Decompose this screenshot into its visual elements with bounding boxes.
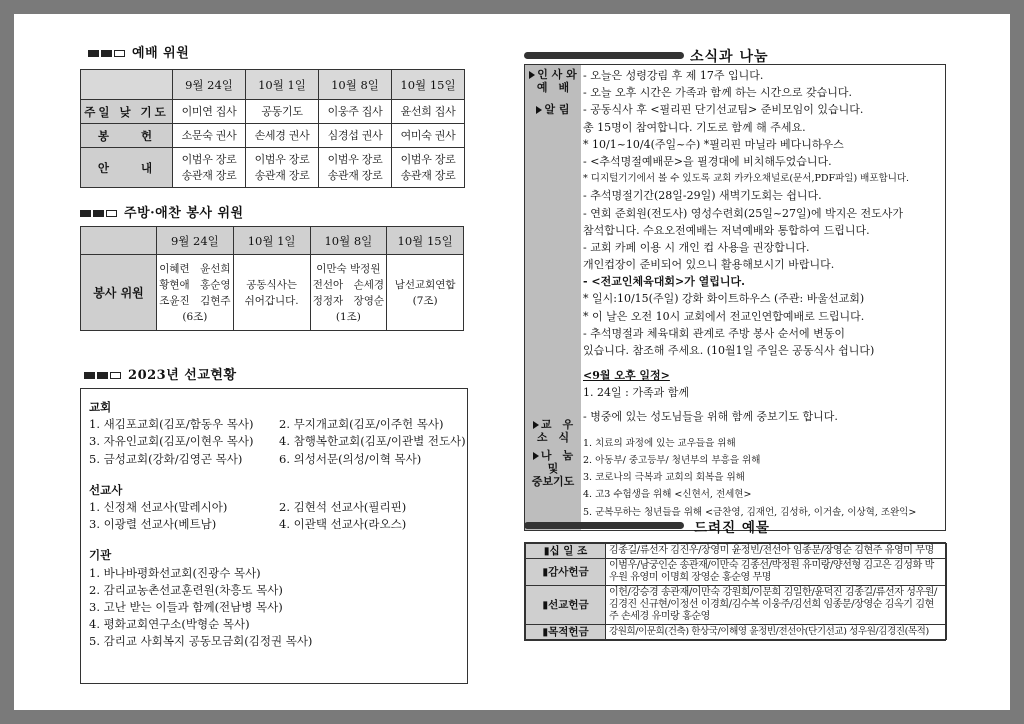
worship-cell: 이범우 장로 송관재 장로 — [392, 148, 465, 188]
offering-names: 이헌/강승경 송관재/이만숙 강원희/이문희 김일한/윤덕진 김종길/류선자 성우원/김경진 신규현/이정선 이경희/김수복 이웅주/김선희 임종문/장영순 김옥기 김현주 손세경 유미랑 홍순영 — [606, 586, 947, 625]
news-line: - <전교인체육대회>가 열립니다. — [583, 275, 745, 289]
square-bullet-icon — [80, 210, 91, 217]
triangle-bullet-icon — [536, 106, 542, 114]
offering-table — [525, 543, 947, 640]
missionary-item: 3. 이광렬 선교사(베트남) — [89, 517, 217, 532]
category-visit: 교 우 소 식 — [525, 418, 581, 444]
news-line: 총 15명이 참여합니다. 기도로 함께 해 주세요. — [583, 120, 806, 134]
square-bullet-icon — [84, 372, 95, 379]
offering-label: ▮목적헌금 — [526, 625, 606, 640]
news-line: - 병중에 있는 성도님들을 위해 함께 중보기도 합니다. — [583, 409, 838, 423]
worship-date-header: 10월 1일 — [246, 70, 319, 100]
worship-cell: 소문숙 권사 — [173, 124, 246, 148]
mission-box — [80, 388, 468, 684]
news-box — [524, 64, 946, 531]
news-line: 개인컵장이 준비되어 있으니 활용해보시기 바랍니다. — [583, 258, 835, 272]
missionary-item: 1. 신정채 선교사(말레시아) — [89, 500, 228, 515]
church-item: 3. 자유인교회(김포/이현우 목사) — [89, 434, 254, 449]
org-item: 5. 감리교 사회복지 공동모금회(김정권 목사) — [89, 634, 313, 649]
worship-cell: 공동기도 — [246, 100, 319, 124]
org-item: 4. 평화교회연구소(박형순 목사) — [89, 617, 250, 632]
worship-cell: 이범우 장로 송관재 장로 — [246, 148, 319, 188]
worship-date-header: 9월 24일 — [173, 70, 246, 100]
offering-names: 강원희/이문희(건축) 한상국/이해영 윤정빈/전선아(단기선교) 성우원/김경진(목적) — [606, 625, 947, 640]
worship-cell: 이범우 장로 송관재 장로 — [319, 148, 392, 188]
category-prayer: 나 눔 및 중보기도 — [531, 449, 575, 488]
diagonal-corner-cell — [81, 227, 157, 255]
worship-cell: 손세경 권사 — [246, 124, 319, 148]
news-line: 2. 아동부/ 중고등부/ 청년부의 부흥을 위해 — [583, 454, 761, 466]
news-line: 3. 코로나의 극복과 교회의 회복을 위해 — [583, 472, 745, 484]
worship-cell: 윤선희 집사 — [392, 100, 465, 124]
orgs-heading: 기관 — [89, 548, 112, 563]
square-outline-icon — [114, 50, 125, 57]
kitchen-cell: 공동식사는 쉬어갑니다. — [233, 255, 310, 331]
triangle-bullet-icon — [533, 421, 539, 429]
square-bullet-icon — [97, 372, 108, 379]
worship-cell: 이웅주 집사 — [319, 100, 392, 124]
missionaries-heading: 선교사 — [89, 482, 123, 497]
worship-cell: 여미숙 권사 — [392, 124, 465, 148]
org-item: 2. 감리교농촌선교훈련원(차흥도 목사) — [89, 582, 283, 597]
kitchen-cell: 이만숙 박정원 전선아 손세경 정정자 장영순 (1조) — [310, 255, 387, 331]
title-bar-decoration — [524, 522, 684, 529]
offering-names: 김종길/류선자 김진우/장영미 윤정빈/전선아 임종문/장영순 김현주 유영미 무명 — [606, 544, 947, 559]
news-line: * 일시:10/15(주일) 강화 화이트하우스 (주관: 바울선교회) — [583, 292, 865, 306]
worship-date-header: 10월 8일 — [319, 70, 392, 100]
news-line: * 디지털기기에서 볼 수 있도록 교회 카카오채널로(문서,PDF파일) 배포합니다. — [583, 173, 910, 185]
news-line: 있습니다. 참조해 주세요. (10월1일 주일은 공동식사 쉽니다) — [583, 344, 875, 357]
church-item: 5. 금성교회(강화/김영곤 목사) — [89, 451, 243, 466]
worship-table — [80, 69, 465, 188]
offering-label: ▮선교헌금 — [526, 586, 606, 625]
row-label-service: 봉사 위원 — [81, 255, 157, 331]
row-label-prayer: 주일 낮 기도 — [81, 100, 173, 124]
offering-label: ▮감사헌금 — [526, 559, 606, 586]
category-notice: 알 림 — [525, 103, 581, 116]
news-line: <9월 오후 일정> — [583, 369, 670, 383]
news-line: * 10/1~10/4(주일~수) *필리핀 마닐라 베다니하우스 — [583, 137, 844, 151]
row-label-offering: 봉 헌 — [81, 124, 173, 148]
offering-label: ▮십 일 조 — [526, 544, 606, 559]
row-label-usher: 안 내 — [81, 148, 173, 188]
mission-title: 2023년 선교현황 — [128, 368, 237, 383]
org-item: 3. 고난 받는 이들과 함께(전남병 목사) — [89, 600, 283, 615]
bulletin-page — [14, 14, 1010, 710]
news-line: - 연회 준회원(전도사) 영성수련회(25일~27일)에 박지은 전도사가 — [583, 206, 903, 220]
kitchen-title: 주방·애찬 봉사 위원 — [124, 206, 244, 221]
news-line: 참석합니다. 수요오전예배는 저녁예배와 통합하여 드립니다. — [583, 223, 870, 237]
church-item: 1. 새김포교회(김포/함동우 목사) — [89, 417, 254, 432]
kitchen-table — [80, 226, 464, 331]
square-outline-icon — [106, 210, 117, 217]
news-line: 4. 고3 수험생을 위해 <신현서, 전세현> — [583, 489, 752, 501]
title-bar-decoration — [524, 52, 684, 59]
worship-cell: 이범우 장로 송관재 장로 — [173, 148, 246, 188]
square-bullet-icon — [93, 210, 104, 217]
church-item: 6. 의성서문(의성/이혁 목사) — [279, 451, 422, 466]
news-title: 소식과 나눔 — [690, 49, 769, 65]
worship-cell: 이미연 집사 — [173, 100, 246, 124]
worship-cell: 심경섭 권사 — [319, 124, 392, 148]
kitchen-cell: 이혜련 윤선희 황현애 홍순영 조윤진 김현주 (6조) — [157, 255, 234, 331]
triangle-bullet-icon — [533, 452, 539, 460]
kitchen-heading — [80, 202, 244, 221]
news-line: - 공동식사 후 <필리핀 단기선교팀> 준비모임이 있습니다. — [583, 103, 864, 117]
churches-heading: 교회 — [89, 400, 112, 414]
worship-date-header: 10월 15일 — [392, 70, 465, 100]
worship-heading — [88, 42, 189, 61]
news-line: - 교회 카페 이용 시 개인 컵 사용을 권장합니다. — [583, 240, 810, 254]
kitchen-date-header: 10월 1일 — [233, 227, 310, 255]
news-line: - <추석명절예배문>을 필경대에 비치해두었습니다. — [583, 154, 832, 168]
worship-title: 예배 위원 — [132, 46, 190, 61]
news-line: - 오늘 오후 시간은 가족과 함께 하는 시간으로 갖습니다. — [583, 86, 852, 100]
news-line: - 오늘은 성령강림 후 제 17주 입니다. — [583, 69, 764, 82]
triangle-bullet-icon — [529, 71, 535, 79]
kitchen-date-header: 10월 15일 — [387, 227, 464, 255]
kitchen-date-header: 10월 8일 — [310, 227, 387, 255]
news-lines — [583, 67, 943, 521]
news-line: - 추석명절기간(28일-29일) 새벽기도회는 쉽니다. — [583, 189, 822, 203]
square-bullet-icon — [88, 50, 99, 57]
missionary-item: 2. 김현석 선교사(필리핀) — [279, 500, 407, 515]
kitchen-date-header: 9월 24일 — [157, 227, 234, 255]
offering-names: 이범우/남궁인순 송관재/이만숙 김종선/박정원 유미랑/양선형 김고은 김성화 박우원 유영미 이명희 장영순 홍순영 무명 — [606, 559, 947, 586]
missionary-item: 4. 이관택 선교사(라오스) — [279, 517, 407, 532]
org-item: 1. 바나바평화선교회(진광수 목사) — [89, 565, 261, 580]
offering-box — [524, 542, 946, 641]
diagonal-corner-cell — [81, 70, 173, 100]
news-line: 1. 24일 : 가족과 함께 — [583, 386, 689, 400]
square-outline-icon — [110, 372, 121, 379]
church-item: 2. 무지개교회(김포/이주헌 목사) — [279, 417, 444, 432]
mission-heading — [84, 364, 237, 383]
news-line: 1. 치료의 과정에 있는 교우들을 위해 — [583, 437, 736, 449]
news-line: - 추석명절과 체육대회 관계로 주방 봉사 순서에 변동이 — [583, 326, 845, 340]
square-bullet-icon — [101, 50, 112, 57]
church-item: 4. 참행복한교회(김포/이관별 전도사) — [279, 434, 466, 449]
offering-title: 드려진 예물 — [694, 520, 770, 536]
category-greeting: 인 사 와 예 배 — [525, 68, 581, 94]
kitchen-cell: 남선교회연합 (7조) — [387, 255, 464, 331]
news-line: * 이 날은 오전 10시 교회에서 전교인연합예배로 드립니다. — [583, 309, 865, 323]
news-line: 5. 군복무하는 청년들을 위해 <금찬영, 김재언, 김성하, 이거솔, 이상혁, 조완익> — [583, 506, 917, 518]
